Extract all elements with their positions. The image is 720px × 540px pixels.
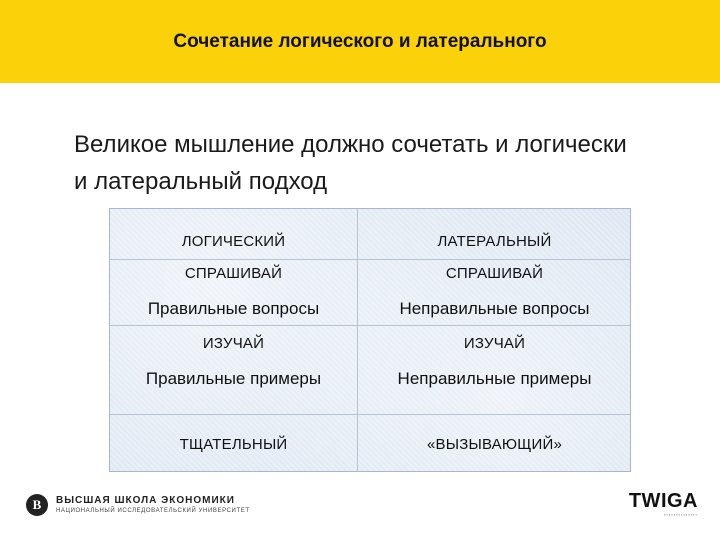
slide-subtitle [74, 126, 720, 200]
table-cell-ask-left: СПРАШИВАЙ [184, 264, 283, 282]
twiga-wordmark: TWIGA [628, 490, 698, 512]
twiga-tagline-decoration: ▪▪▪▪▪▪▪▪▪▪▪▪▪▪ [664, 512, 698, 517]
slide-title: Сочетание логического и латерального [173, 30, 547, 52]
twiga-logo [618, 490, 698, 520]
hse-emblem-icon: В [26, 494, 48, 516]
subtitle-line-1: Великое мышление должно сочетать и логически [74, 131, 627, 158]
table-cell-wrong-examples: Неправильные примеры [397, 369, 592, 388]
table-cell-right-examples: Правильные примеры [145, 369, 322, 388]
subtitle-line-2: и латеральный подход [74, 168, 328, 195]
table-cell-thorough: ТЩАТЕЛЬНЫЙ [179, 435, 288, 453]
table-cell-study-left: ИЗУЧАЙ [202, 334, 265, 352]
slide-header [0, 0, 720, 83]
table-cell-lateral-header: ЛАТЕРАЛЬНЫЙ [437, 232, 552, 250]
table-cell-provocative: «ВЫЗЫВАЮЩИЙ» [427, 435, 562, 453]
row-divider [110, 325, 630, 326]
table-cell-wrong-questions: Неправильные вопросы [399, 299, 590, 318]
table-cell-study-right: ИЗУЧАЙ [463, 334, 526, 352]
hse-wordmark [56, 495, 250, 515]
table-cell-logical-header: ЛОГИЧЕСКИЙ [181, 232, 286, 250]
table-cell-right-questions: Правильные вопросы [147, 299, 320, 318]
hse-name: ВЫСШАЯ ШКОЛА ЭКОНОМИКИ [56, 495, 235, 506]
table-cell-ask-right: СПРАШИВАЙ [445, 264, 544, 282]
hse-subtitle: НАЦИОНАЛЬНЫЙ ИССЛЕДОВАТЕЛЬСКИЙ УНИВЕРСИТЕТ [56, 508, 250, 514]
hse-logo-block [26, 491, 250, 519]
comparison-table [109, 208, 631, 472]
